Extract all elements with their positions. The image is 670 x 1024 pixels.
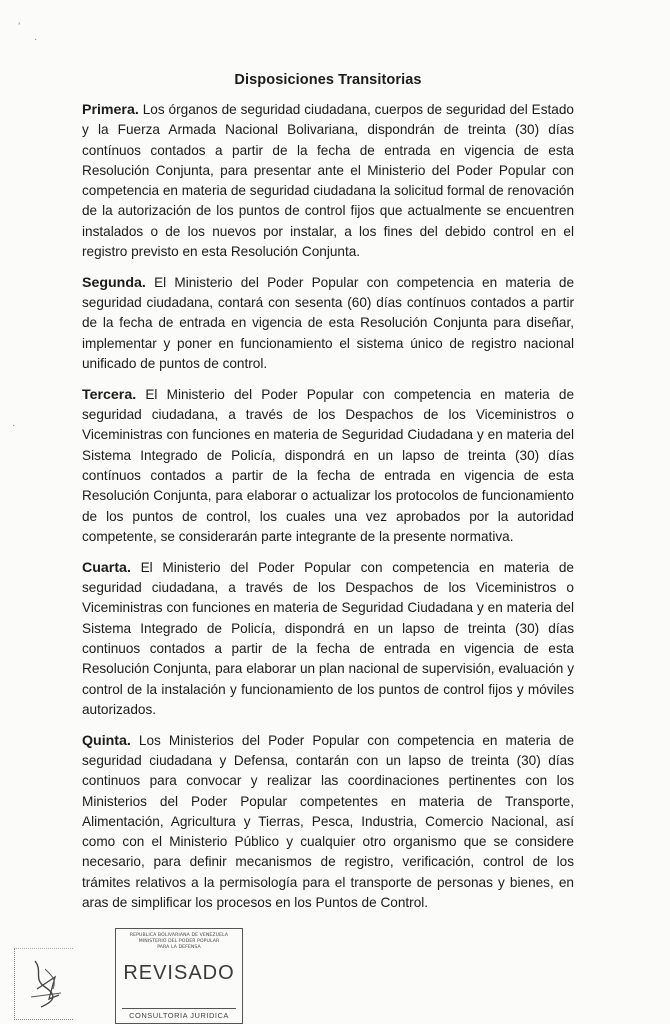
paragraph-text: El Ministerio del Poder Popular con competencia en materia de seguridad ciudadana, a través de los Despachos de los Viceministros o Viceministras con funciones en materia de Seguridad Ciudadana y en materia del Sistema Integrado de Policía, dispondrá en un lapso de treinta (30) días continuos contados a partir de la fecha de entrada en vigencia de esta Resolución Conjunta, para elaborar un plan nacional de supervisión, evaluación y control de la instalación y funcionamiento de los puntos de control fijos y móviles autorizados.: [82, 559, 574, 717]
paragraph-text: El Ministerio del Poder Popular con competencia en materia de seguridad ciudadana, contará con sesenta (60) días contínuos contados a partir de la fecha de entrada en vigencia de esta Resolución Conjunta para diseñar, implementar y poner en funcionamiento el sistema único de registro nacional unificado de puntos de control.: [82, 274, 575, 372]
document-title: Disposiciones Transitorias: [234, 72, 422, 88]
paragraph-cuarta: [82, 558, 574, 720]
paragraph-heading: Tercera.: [82, 386, 137, 403]
paragraph-heading: Primera.: [82, 102, 139, 118]
paragraph-text: Los Ministerios del Poder Popular con competencia en materia de seguridad ciudadana y Defensa, contarán con un lapso de treinta (30) días continuos para convocar y realizar las coordinaciones pertinentes con los Ministerios del Poder Popular competentes en materia de Transporte, Alimentación, Agricultura y Tierras, Pesca, Industria, Comercio Nacional, así como con el Ministerio Público y cualquier otro organismo que se considere necesario, para definir mecanismos de registro, verificación, control de los trámites relativos a la permisología para el transporte de personas y bienes, en aras de simplificar los procesos en los Puntos de Control.: [82, 732, 574, 910]
stamp-main-text: REVISADO: [123, 962, 235, 985]
stamp-header: [116, 933, 242, 950]
paragraph-quinta: [82, 731, 574, 914]
document-page: [82, 72, 574, 924]
stamp-line-3: PARA LA DEFENSA: [157, 944, 201, 950]
scan-speck: ·: [34, 34, 38, 45]
stamp-footer: CONSULTORIA JURIDICA: [122, 1008, 236, 1020]
paragraph-primera: [82, 100, 574, 262]
paragraph-heading: Quinta.: [82, 732, 131, 749]
revisado-stamp: [115, 928, 243, 1024]
scan-speck: ʼ: [18, 22, 21, 33]
paragraph-heading: Segunda.: [82, 274, 146, 291]
scan-speck: ·: [12, 420, 16, 431]
paragraph-text: El Ministerio del Poder Popular con competencia en materia de seguridad ciudadana, a través de los Despachos de los Viceministros o Viceministras con funciones en materia de Seguridad Ciudadana y en materia del Sistema Integrado de Policía, dispondrá en un lapso de treinta (30) días contínuos contados a partir de la fecha de entrada en vigencia de esta Resolución Conjunta, para elaborar o actualizar los protocolos de funcionamiento de los puntos de control, los cuales una vez aprobados por la autoridad competente, se considerarán parte integrante de la presente normativa.: [82, 386, 575, 544]
paragraph-text: Los órganos de seguridad ciudadana, cuerpos de seguridad del Estado y la Fuerza Armada Nacional Bolivariana, dispondrán de treinta (30) días contínuos contados a partir de la fecha de entrada en vigencia de esta Resolución Conjunta, para presentar ante el Ministerio del Poder Popular con competencia en materia de seguridad ciudadana la solicitud formal de renovación de la autorización de los puntos de control fijos que actualmente se encuentren instalados o de los nuevos por instalar, a los fines del debido control en el registro previsto en esta Resolución Conjunta.: [82, 102, 574, 260]
stamp-line-2: MINISTERIO DEL PODER POPULAR: [138, 938, 220, 944]
paragraph-tercera: [82, 385, 574, 547]
stamp-line-1: REPUBLICA BOLIVARIANA DE VENEZUELA: [129, 933, 229, 938]
signature-icon: [15, 949, 73, 1019]
paragraph-heading: Cuarta.: [82, 559, 131, 576]
paragraph-segunda: [82, 273, 574, 374]
signature-area: [14, 948, 73, 1020]
